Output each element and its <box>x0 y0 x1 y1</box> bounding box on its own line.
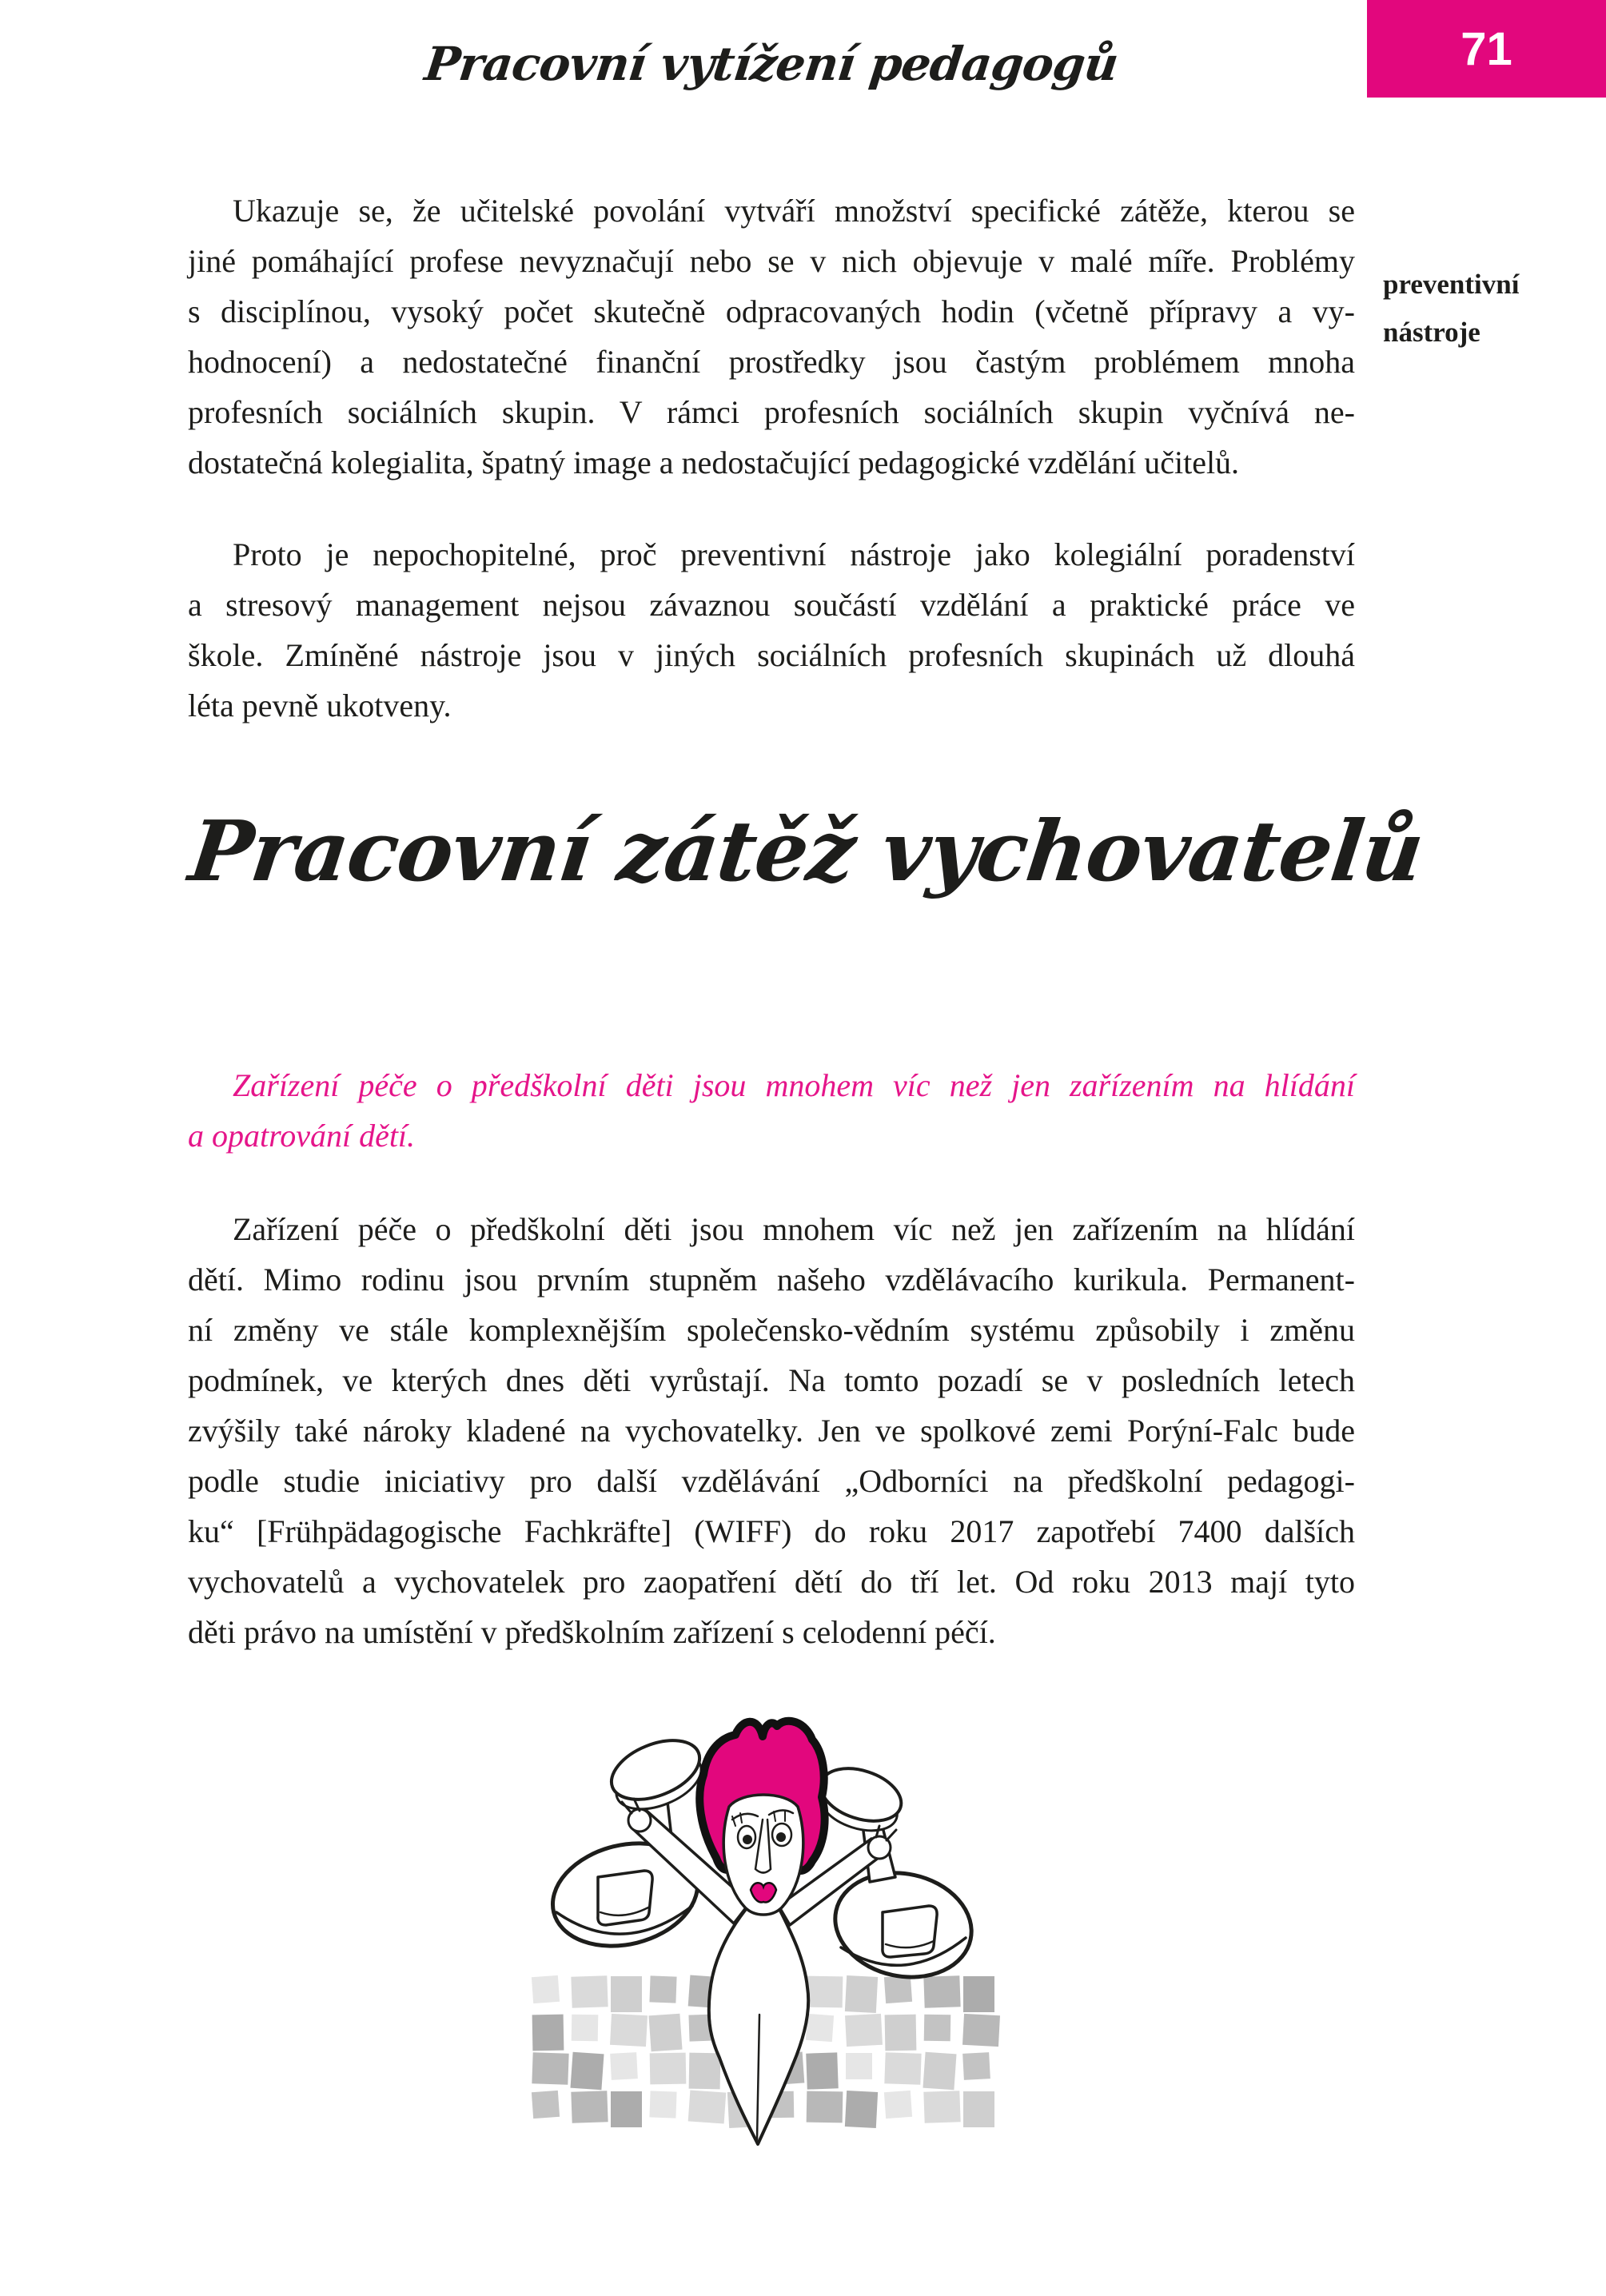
tile-square <box>571 2091 608 2123</box>
tile-square <box>845 1975 878 2013</box>
text-line: a opatrování dětí. <box>188 1118 416 1154</box>
tile-square <box>572 2015 599 2042</box>
figure-face <box>723 1795 803 1915</box>
tile-square <box>648 2014 682 2052</box>
tile-square <box>611 1976 642 2012</box>
text-line: profesních sociálních skupin. V rámci profesních sociálních skupin vyčnívá ne- <box>188 394 1355 430</box>
tile-square <box>570 2052 604 2091</box>
text-line: Proto je nepochopitelné, proč preventivní nástroje jako kolegiální poradenství <box>233 536 1355 572</box>
text-line: ku“ [Frühpädagogische Fachkräfte] (WIFF) do roku 2017 zapotřebí 7400 dalších <box>188 1513 1355 1549</box>
tile-square <box>807 1976 843 2008</box>
lead-paragraph <box>188 1060 1355 1161</box>
tile-square <box>649 1975 676 2003</box>
tile-square <box>923 2091 960 2123</box>
tile-square <box>611 2091 642 2127</box>
text-line: nástroje <box>1383 317 1480 348</box>
section-heading-text: Pracovní zátěž vychovatelů <box>184 802 1429 900</box>
tile-square <box>885 2015 917 2051</box>
left-pupil <box>743 1835 752 1844</box>
tile-square <box>610 2052 638 2080</box>
page-number-box <box>1367 0 1606 98</box>
text-line: Zařízení péče o předškolní děti jsou mnohem víc než jen zařízením na hlídání <box>233 1067 1355 1103</box>
running-head <box>188 32 1355 96</box>
text-line: léta pevně ukotveny. <box>188 688 452 723</box>
tile-square <box>688 2090 727 2123</box>
tile-square <box>963 2091 994 2127</box>
lips <box>751 1883 776 1902</box>
tile-square <box>807 2091 843 2123</box>
tile-square <box>884 1975 912 2003</box>
text-line: zvýšily také nároky kladené na vychovatelky. Jen ve spolkové zemi Porýní-Falc bude <box>188 1413 1355 1449</box>
tile-square <box>924 2015 951 2042</box>
text-line: děti právo na umístění v předškolním zařízení s celodenní péčí. <box>188 1614 996 1650</box>
tile-square <box>610 2014 648 2047</box>
tile-square <box>689 2053 721 2090</box>
tile-square <box>845 2014 883 2047</box>
tile-square <box>806 2052 839 2089</box>
tile-square <box>846 2053 872 2079</box>
text-line: hodnocení) a nedostatečné finanční prostředky jsou častým problémem mnoha <box>188 344 1355 380</box>
text-line: jiné pomáhající profese nevyznačují nebo se v nich objevuje v malé míře. Problémy <box>188 243 1355 279</box>
text-line: škole. Zmíněné nástroje jsou v jiných sociálních profesních skupinách už dlouhá <box>188 637 1355 673</box>
text-line: Zařízení péče o předškolní děti jsou mnohem víc než jen zařízením na hlídání <box>233 1211 1355 1247</box>
body-paragraph-2 <box>188 529 1355 731</box>
tile-square <box>649 2091 676 2118</box>
tile-square <box>923 1975 960 2008</box>
text-line: ní změny ve stále komplexnějším společensko-vědním systému způsobily i změnu <box>188 1312 1355 1348</box>
body-paragraph-1 <box>188 185 1355 488</box>
tile-square <box>532 2052 568 2085</box>
page-number: 71 <box>1461 22 1512 75</box>
section-heading <box>184 799 1429 905</box>
text-line: Ukazuje se, že učitelské povolání vytváří množství specifické zátěže, kterou se <box>233 193 1355 229</box>
text-line: preventivní <box>1383 269 1520 300</box>
tile-square <box>884 2052 921 2085</box>
tile-square <box>962 2014 1000 2047</box>
tile-square <box>923 2052 956 2091</box>
text-line: podle studie iniciativy pro další vzdělávání „Odborníci na předškolní pedagogi- <box>188 1463 1355 1499</box>
tile-square <box>571 1975 608 2008</box>
text-line: vychovatelů a vychovatelek pro zaopatření dětí do tří let. Od roku 2013 mají tyto <box>188 1564 1355 1600</box>
body-paragraph-3 <box>188 1204 1355 1657</box>
text-line: a stresový management nejsou závaznou součástí vzdělání a praktické práce ve <box>188 587 1355 623</box>
tile-square <box>962 2052 990 2080</box>
right-pupil <box>776 1832 786 1842</box>
text-line: s disciplínou, vysoký počet skutečně odpracovaných hodin (včetně přípravy a vy- <box>188 293 1355 329</box>
text-line: dětí. Mimo rodinu jsou prvním stupněm našeho vzdělávacího kurikula. Permanent- <box>188 1262 1355 1297</box>
tile-square <box>532 2091 560 2119</box>
illustration-woman-with-weights <box>504 1663 1111 2174</box>
tile-square <box>963 1976 994 2012</box>
tile-square <box>532 1975 560 2003</box>
tile-square <box>845 2091 878 2128</box>
tile-square <box>650 2053 687 2085</box>
margin-note <box>1383 261 1599 357</box>
tile-square <box>532 2015 564 2051</box>
text-line: podmínek, ve kterých dnes děti vyrůstají. Na tomto pozadí se v posledních letech <box>188 1362 1355 1398</box>
running-title: Pracovní vytížení pedagogů <box>421 37 1122 91</box>
text-line: dostatečná kolegialita, špatný image a nedostačující pedagogické vzdělání učitelů. <box>188 444 1240 480</box>
tile-square <box>806 2014 834 2042</box>
tile-square <box>884 2091 912 2119</box>
